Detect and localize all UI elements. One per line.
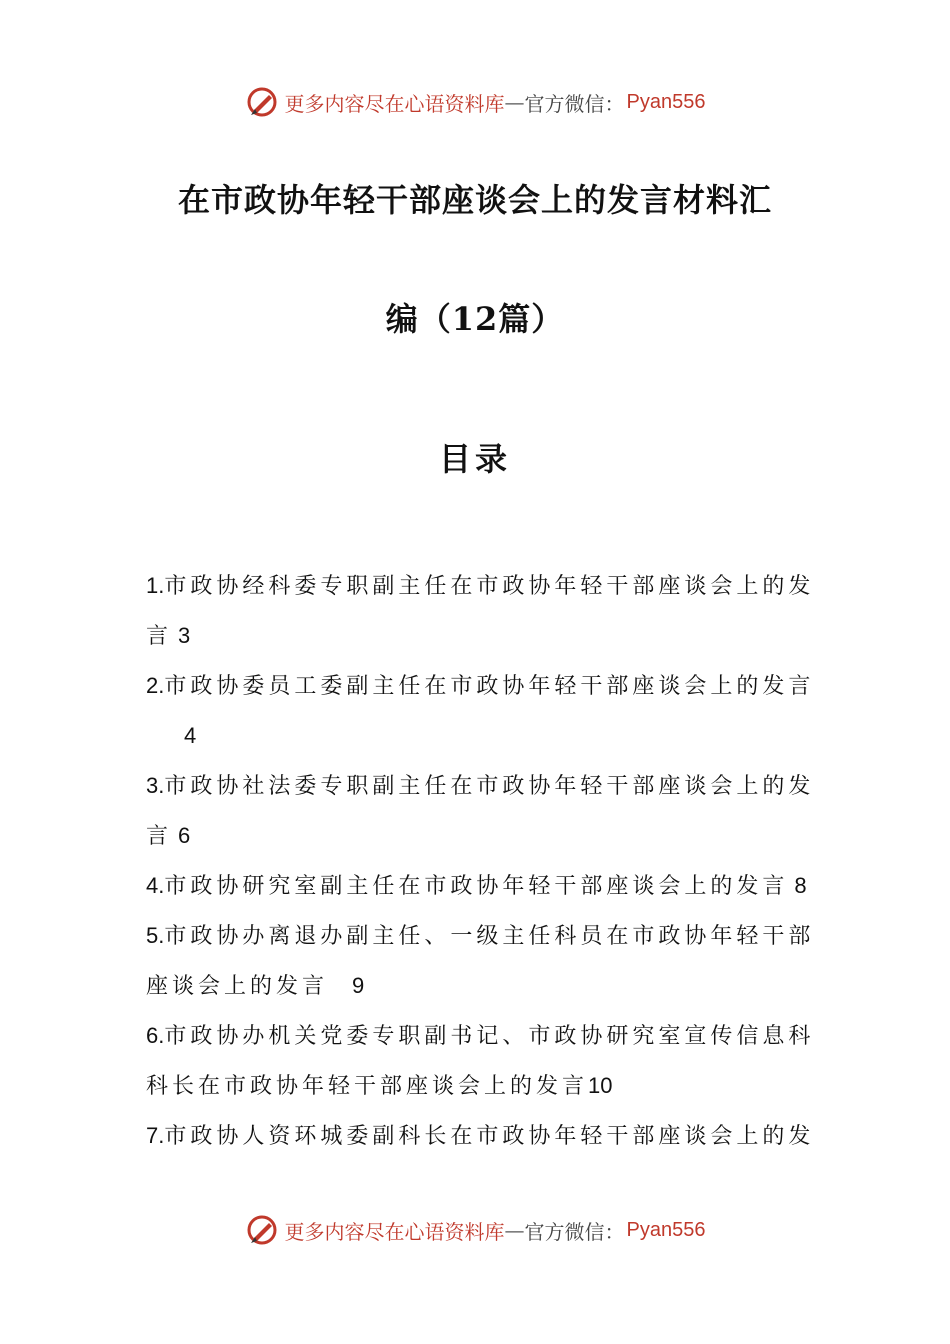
watermark-text: 更多内容尽在心语资料库 xyxy=(284,91,505,116)
toc-entry-text: 言 xyxy=(146,624,173,649)
toc-line[interactable] xyxy=(146,616,806,666)
toc-line[interactable] xyxy=(146,1116,815,1166)
toc-entry-number: 7. xyxy=(146,1123,165,1148)
toc-line[interactable] xyxy=(146,766,815,816)
watermark-wechat-id: Pyan556 xyxy=(626,90,706,113)
toc-entry-page: 4 xyxy=(184,723,197,748)
toc-line[interactable] xyxy=(146,966,806,1016)
toc-entry-number: 1. xyxy=(146,573,165,598)
toc-entry-text: 科长在市政协年轻干部座谈会上的发言 xyxy=(146,1074,589,1099)
watermark-text: 更多内容尽在心语资料库 xyxy=(284,1219,505,1244)
watermark-wechat-label: 官方微信： xyxy=(524,91,625,116)
pen-logo-icon xyxy=(245,1213,279,1247)
toc-line[interactable] xyxy=(146,816,806,866)
watermark-dash: — xyxy=(504,1218,525,1242)
toc-line[interactable] xyxy=(146,666,815,716)
toc-entry-text: 市政协办离退办副主任、一级主任科员在市政协年轻干部 xyxy=(164,924,815,949)
toc-entry-text: 市政协社法委专职副主任在市政协年轻干部座谈会上的发 xyxy=(164,774,815,799)
toc-entry-number: 2. xyxy=(146,673,165,698)
toc-entry-number: 5. xyxy=(146,923,165,948)
toc-entry-number: 4. xyxy=(146,873,165,898)
watermark-wechat-label: 官方微信： xyxy=(524,1219,625,1244)
toc-entry-page: 9 xyxy=(352,973,365,998)
toc-line[interactable] xyxy=(146,716,806,766)
toc-line[interactable] xyxy=(146,1066,806,1116)
watermark-dash: — xyxy=(504,90,525,114)
document-title-line-1: 在市政协年轻干部座谈会上的发言材料汇 xyxy=(177,181,772,219)
toc-entry-page: 6 xyxy=(178,823,191,848)
toc-entry-text: 座谈会上的发言 xyxy=(146,974,329,999)
toc-line[interactable] xyxy=(146,1016,815,1066)
toc-entry-number: 3. xyxy=(146,773,165,798)
toc-line[interactable] xyxy=(146,566,815,616)
footer-watermark xyxy=(0,1210,950,1250)
toc-line[interactable] xyxy=(146,866,806,916)
header-watermark xyxy=(0,82,950,122)
toc-entry-text: 言 xyxy=(146,824,173,849)
document-title-line-2: 编（12篇） xyxy=(385,300,565,338)
toc-entry-text: 市政协经科委专职副主任在市政协年轻干部座谈会上的发 xyxy=(164,574,815,599)
toc-entry-text: 市政协办机关党委专职副书记、市政协研究室宣传信息科 xyxy=(164,1024,815,1049)
toc-entry-text: 市政协研究室副主任在市政协年轻干部座谈会上的发言 xyxy=(164,874,789,899)
table-of-contents xyxy=(146,566,815,1166)
toc-line[interactable] xyxy=(146,916,815,966)
toc-entry-text: 市政协人资环城委副科长在市政协年轻干部座谈会上的发 xyxy=(164,1124,815,1149)
toc-entry-number: 6. xyxy=(146,1023,165,1048)
toc-heading: 目录 xyxy=(438,440,511,478)
toc-entry-page: 10 xyxy=(588,1073,613,1098)
pen-logo-icon xyxy=(245,85,279,119)
toc-entry-text: 市政协委员工委副主任在市政协年轻干部座谈会上的发言 xyxy=(164,674,815,699)
watermark-wechat-id: Pyan556 xyxy=(626,1218,706,1241)
toc-entry-page: 3 xyxy=(178,623,191,648)
toc-entry-page: 8 xyxy=(794,873,807,898)
